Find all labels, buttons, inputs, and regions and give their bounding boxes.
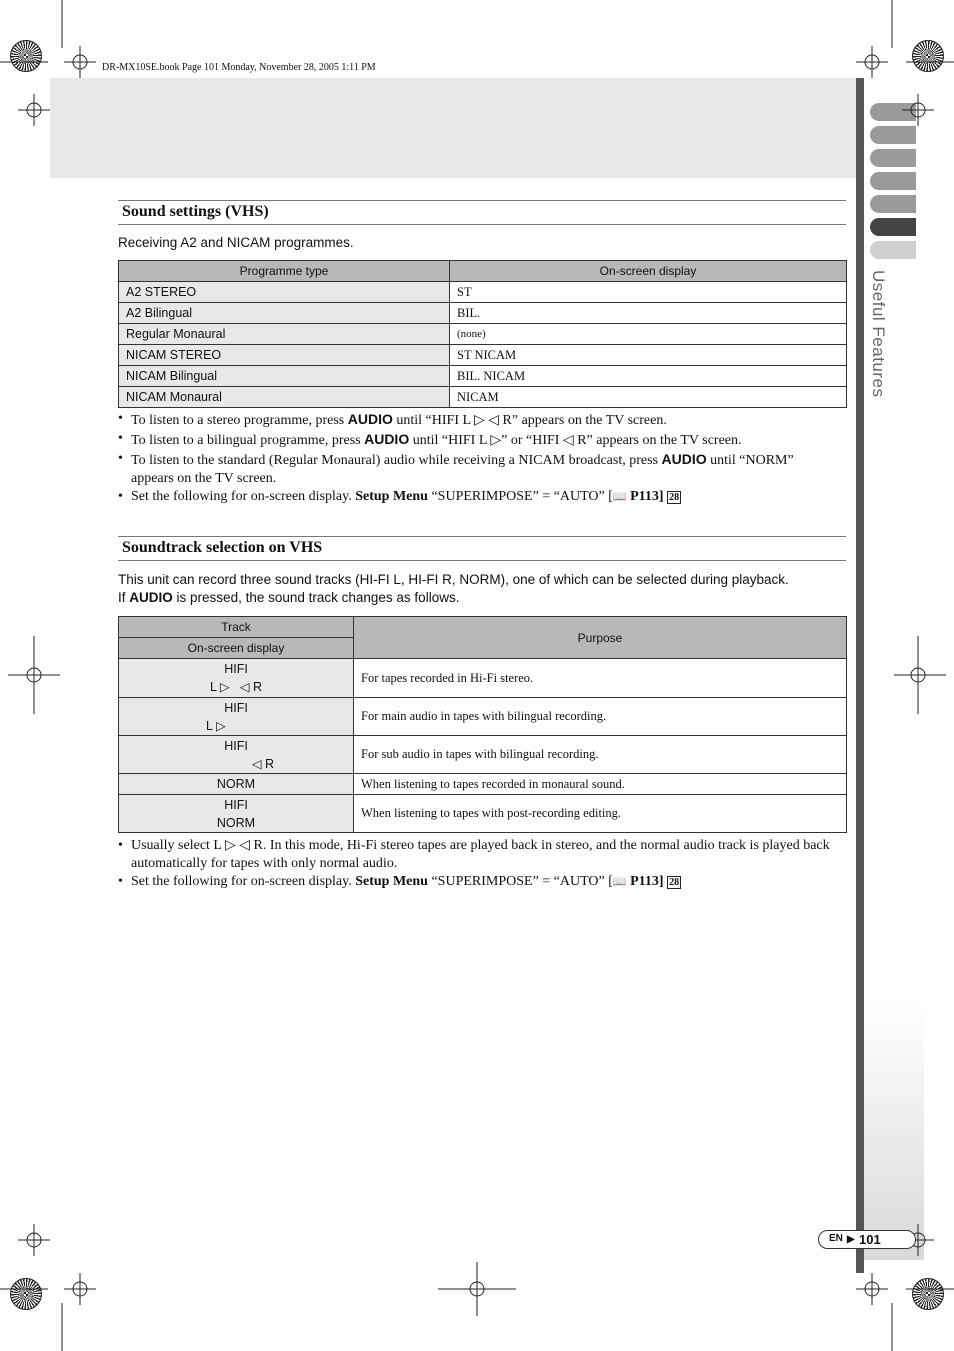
- language-label: EN: [829, 1233, 843, 1244]
- display-line: HIFI: [224, 700, 248, 715]
- book-header-line: DR-MX10SE.book Page 101 Monday, November 28, 2005 1:11 PM: [102, 62, 376, 73]
- section-title-soundtrack-selection: Soundtrack selection on VHS: [118, 536, 846, 561]
- bullet-text: To listen to the standard (Regular Monaural) audio while receiving a NICAM broadcast, press: [131, 453, 658, 468]
- list-item: [118, 410, 838, 430]
- table-cell: NICAM Bilingual: [119, 366, 450, 387]
- section-title-sound-settings: Sound settings (VHS): [118, 200, 846, 225]
- table-cell: (none): [450, 324, 847, 345]
- display-line: NORM: [216, 815, 256, 830]
- play-arrow-icon: ▶: [847, 1234, 855, 1245]
- table-row: [119, 736, 847, 774]
- bullet-text: “SUPERIMPOSE” = “AUTO” [: [431, 489, 613, 504]
- section1-bullet-list: [118, 410, 838, 507]
- section2-intro-line: [118, 590, 846, 605]
- list-item: • Usually select L ▷ ◁ R. In this mode, Hi-Fi stereo tapes are played back in stereo, and the normal audio track is played back automatically for tapes with only normal audio.: [118, 837, 838, 873]
- table-header-cell: Programme type: [119, 261, 450, 282]
- section2-intro-line: This unit can record three sound tracks (HI-FI L, HI-FI R, NORM), one of which can be selected during playback.: [118, 572, 789, 587]
- table-row: [119, 387, 847, 408]
- table-header-cell: On-screen display: [119, 638, 354, 659]
- reference-number-box: 28: [669, 877, 680, 888]
- intro-text: If: [118, 590, 126, 605]
- table-header-cell: On-screen display: [450, 261, 847, 282]
- soundtrack-table: [118, 616, 847, 833]
- table-cell: For main audio in tapes with bilingual recording.: [354, 698, 847, 736]
- table-row: [119, 303, 847, 324]
- table-row: [119, 345, 847, 366]
- table-cell: ST: [450, 282, 847, 303]
- section2-bullet-list: [118, 837, 838, 892]
- table-header-cell: Purpose: [354, 617, 847, 659]
- table-cell: [119, 698, 354, 736]
- bullet-text: “SUPERIMPOSE” = “AUTO” [: [431, 874, 613, 889]
- table-cell: NORM: [119, 774, 354, 795]
- display-line: ◁ R: [251, 756, 274, 771]
- page-number: 101: [859, 1232, 881, 1247]
- table-cell: For tapes recorded in Hi-Fi stereo.: [354, 659, 847, 698]
- display-line: HIFI: [224, 797, 248, 812]
- table-cell: For sub audio in tapes with bilingual recording.: [354, 736, 847, 774]
- book-icon: 📖: [612, 876, 627, 888]
- table-row: [119, 659, 847, 698]
- table-row: [119, 795, 847, 833]
- page-number-badge: [818, 1230, 916, 1249]
- list-item: [118, 430, 838, 450]
- table-header-row: [119, 617, 847, 638]
- table-cell: NICAM STEREO: [119, 345, 450, 366]
- bullet-text: until “HIFI L ▷ ◁ R” appears on the TV screen.: [396, 413, 667, 428]
- bullet-text: Set the following for on-screen display.: [131, 489, 352, 504]
- table-cell: BIL.: [450, 303, 847, 324]
- table-cell: BIL. NICAM: [450, 366, 847, 387]
- table-cell: When listening to tapes recorded in monaural sound.: [354, 774, 847, 795]
- bullet-text: To listen to a bilingual programme, press: [131, 433, 361, 448]
- list-item: [118, 450, 838, 488]
- bullet-bold: AUDIO: [347, 411, 393, 427]
- table-header-cell: Track: [119, 617, 354, 638]
- table-cell: NICAM Monaural: [119, 387, 450, 408]
- bullet-text: until “NORM” appears on the TV screen.: [131, 453, 794, 486]
- table-cell: [119, 659, 354, 698]
- table-cell: A2 Bilingual: [119, 303, 450, 324]
- table-cell: When listening to tapes with post-recording editing.: [354, 795, 847, 833]
- section2-intro: [118, 572, 846, 605]
- bullet-bold: Setup Menu: [355, 489, 428, 504]
- table-row: [119, 774, 847, 795]
- display-line: HIFI: [224, 738, 248, 753]
- table-row: [119, 282, 847, 303]
- table-cell: [119, 795, 354, 833]
- intro-text: is pressed, the sound track changes as follows.: [176, 590, 460, 605]
- bullet-text: until “HIFI L ▷” or “HIFI ◁ R” appears on the TV screen.: [412, 433, 742, 448]
- table-cell: NICAM: [450, 387, 847, 408]
- display-line: L ▷: [206, 718, 226, 733]
- section1-intro: Receiving A2 and NICAM programmes.: [118, 235, 354, 250]
- intro-bold: AUDIO: [129, 590, 173, 605]
- page-reference[interactable]: P113]: [630, 874, 664, 889]
- table-cell: A2 STEREO: [119, 282, 450, 303]
- list-item: [118, 873, 838, 892]
- bullet-bold: Setup Menu: [355, 874, 428, 889]
- table-row: [119, 698, 847, 736]
- reference-number-box: 28: [669, 492, 680, 503]
- table-row: [119, 324, 847, 345]
- list-item: [118, 488, 838, 507]
- bullet-bold: AUDIO: [661, 451, 707, 467]
- display-line: L ▷ ◁ R: [209, 680, 263, 694]
- table-cell: Regular Monaural: [119, 324, 450, 345]
- programme-type-table: [118, 260, 847, 408]
- table-cell: ST NICAM: [450, 345, 847, 366]
- book-icon: 📖: [612, 491, 627, 503]
- sidebar-section-title: Useful Features: [869, 270, 888, 398]
- bullet-text: Set the following for on-screen display.: [131, 874, 352, 889]
- display-line: HIFI: [224, 662, 248, 676]
- bullet-bold: AUDIO: [364, 431, 410, 447]
- bullet-text: To listen to a stereo programme, press: [131, 413, 345, 428]
- table-cell: [119, 736, 354, 774]
- table-header-row: [119, 261, 847, 282]
- page-reference[interactable]: P113]: [630, 489, 664, 504]
- table-row: [119, 366, 847, 387]
